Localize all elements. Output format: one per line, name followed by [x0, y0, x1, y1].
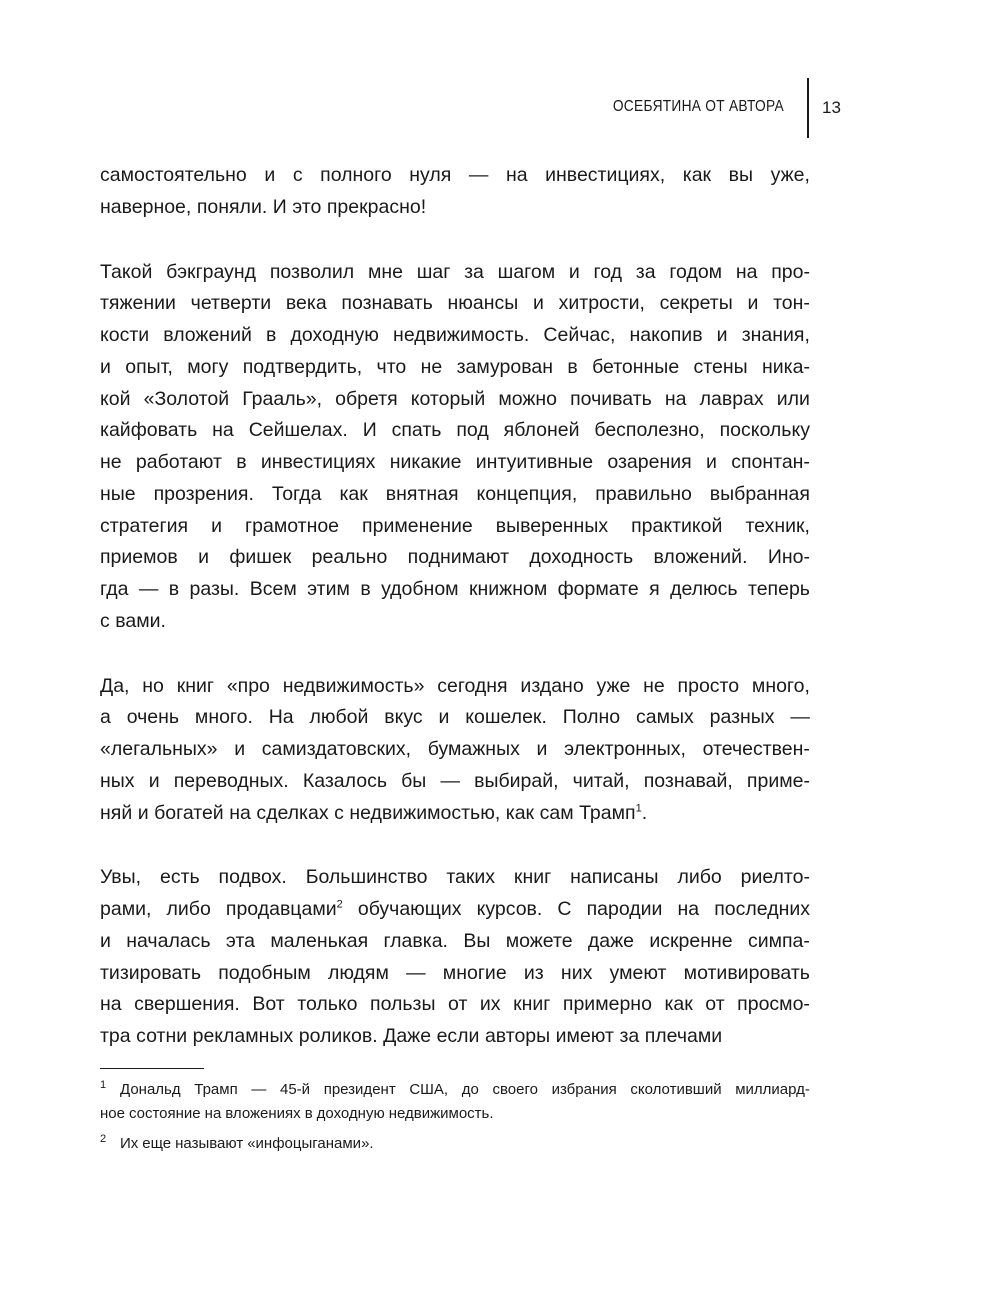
text-line: Увы, есть подвох. Большинство таких книг написаны либо риелто-: [100, 866, 810, 889]
text-line: гда — в разы. Всем этим в удобном книжном формате я делюсь теперь: [100, 578, 810, 600]
text-line: рами, либо продавцами$^2$ обучающих курсов. С пародии на последних: [100, 898, 810, 920]
text-line: тра сотни рекламных роликов. Даже если авторы имеют за плечами: [100, 1025, 723, 1047]
text-line: а очень много. На любой вкус и кошелек. Полно самых разных —: [100, 706, 810, 729]
text-line: кайфовать на Сейшелах. И спать под яблоней бесполезно, поскольку: [100, 419, 810, 442]
text-line: наверное, поняли. И это прекрасно!: [100, 195, 427, 218]
page-number: 13: [822, 98, 841, 117]
text-line: не работают в инвестициях никакие интуитивные озарения и спонтан-: [100, 451, 810, 473]
text-line: приемов и фишек реально поднимают доходность вложений. Ино-: [100, 546, 810, 569]
footnote-ref-1[interactable]: 1: [635, 802, 642, 814]
body-text: [100, 160, 810, 1086]
paragraph: [100, 671, 810, 830]
footnote: [100, 1078, 810, 1126]
footnote-line: 2 Их еще называют «инфоцыганами».: [100, 1133, 374, 1152]
text-line: кой «Золотой Грааль», обретя который можно почивать на лаврах или: [100, 387, 810, 410]
paragraph: [100, 862, 810, 1053]
text-line: стратегия и грамотное применение выверенных практикой техник,: [100, 514, 810, 537]
text-line: и опыт, могу подтвердить, что не замурован в бетонные стены ника-: [100, 355, 810, 378]
footnote: [100, 1132, 810, 1156]
text-line: на свершения. Вот только пользы от их книг примерно как от просмо-: [100, 993, 810, 1016]
paragraph: [100, 257, 810, 638]
text-line: с вами.: [100, 609, 166, 632]
footnote-divider: [100, 1068, 204, 1069]
footnotes: [100, 1078, 810, 1162]
running-title: ОСЕБЯТИНА ОТ АВТОРА: [612, 98, 784, 115]
running-header: [600, 78, 850, 138]
text-line: ные прозрения. Тогда как внятная концепция, правильно выбранная: [100, 482, 810, 505]
paragraph: [100, 160, 810, 224]
text-line: самостоятельно и с полного нуля — на инвестициях, как вы уже,: [100, 164, 810, 186]
text-line: ных и переводных. Казалось бы — выбирай, читай, познавай, приме-: [100, 769, 810, 792]
text-line: «легальных» и самиздатовских, бумажных и электронных, отечествен-: [100, 738, 810, 760]
text-line: няй и богатей на сделках с недвижимостью, как сам Трамп$^1$.: [100, 801, 648, 824]
text-line: кости вложений в доходную недвижимость. Сейчас, накопив и знания,: [100, 324, 810, 346]
text-line: Такой бэкграунд позволил мне шаг за шагом и год за годом на про-: [100, 260, 810, 283]
text-line: и началась эта маленькая главка. Вы можете даже искренне симпа-: [100, 929, 810, 952]
text-line: тяжении четверти века познавать нюансы и хитрости, секреты и тон-: [100, 292, 810, 315]
header-divider: [807, 78, 809, 138]
text-line: Да, но книг «про недвижимость» сегодня издано уже не просто много,: [100, 674, 810, 697]
footnote-line: ное состояние на вложениях в доходную недвижимость.: [100, 1105, 494, 1122]
footnote-line: 1 Дональд Трамп — 45-й президент США, до своего избрания сколотивший миллиард-: [100, 1079, 810, 1098]
footnote-ref-2[interactable]: 2: [336, 898, 343, 911]
text-line: тизировать подобным людям — многие из них умеют мотивировать: [100, 961, 810, 984]
